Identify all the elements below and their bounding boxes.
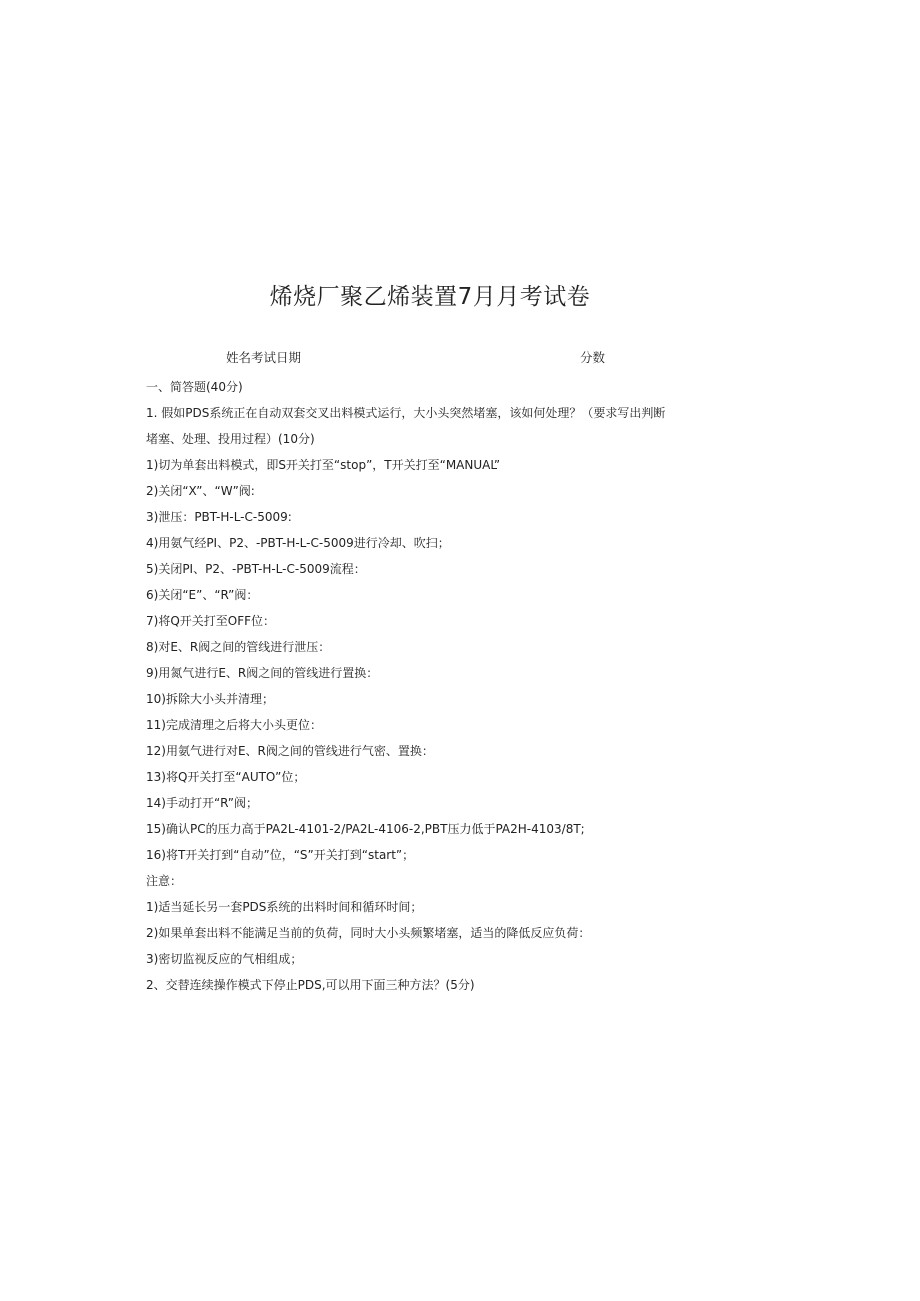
section-heading: 一、简答题(40分) bbox=[146, 380, 243, 394]
answer-step: 3)泄压：PBT-H-L-C-5009: bbox=[146, 510, 292, 524]
answer-step: 5)关闭PI、P2、-PBT-H-L-C-5009流程： bbox=[146, 562, 366, 576]
notes-heading: 注意： bbox=[146, 874, 183, 888]
answer-step: 8)对E、R阀之间的管线进行泄压： bbox=[146, 640, 331, 654]
question-1-text-cont: 堵塞、处理、投用过程）(10分) bbox=[146, 432, 315, 446]
question-2-text: 2、交替连续操作模式下停止PDS,可以用下面三种方法？(5分) bbox=[146, 978, 475, 992]
answer-step: 16)将T开关打到“自动”位，“S”开关打到“start”； bbox=[146, 848, 415, 862]
answer-step: 10)拆除大小头并清理； bbox=[146, 692, 274, 706]
answer-step: 14)手动打开“R”阀； bbox=[146, 796, 258, 810]
answer-step: 13)将Q开关打至“AUTO”位； bbox=[146, 770, 306, 784]
answer-step: 7)将Q开关打至OFF位： bbox=[146, 614, 276, 628]
answer-step: 2)关闭“X”、“W”阀: bbox=[146, 484, 255, 498]
note-item: 3)密切监视反应的气相组成； bbox=[146, 952, 303, 966]
answer-step: 15)确认PC的压力高于PA2L-4101-2/PA2L-4106-2,PBT压力低于PA2H-4103/8T; bbox=[146, 822, 585, 836]
answer-step: 11)完成清理之后将大小头更位： bbox=[146, 718, 322, 732]
answer-step: 12)用氨气进行对E、R阀之间的管线进行气密、置换： bbox=[146, 744, 434, 758]
name-date-label: 姓名考试日期 bbox=[226, 350, 302, 365]
answer-step: 4)用氨气经PI、P2、-PBT-H-L-C-5009进行冷却、吹扫； bbox=[146, 536, 450, 550]
question-1-text: 1. 假如PDS系统正在自动双套交叉出料模式运行，大小头突然堵塞，该如何处理？（要求写出判断 bbox=[146, 406, 666, 420]
note-item: 2)如果单套出料不能满足当前的负荷，同时大小头频繁堵塞，适当的降低反应负荷： bbox=[146, 926, 591, 940]
answer-step: 6)关闭“E”、“R”阀： bbox=[146, 588, 259, 602]
exam-content bbox=[146, 374, 786, 998]
exam-title: 烯烧厂聚乙烯装置7月月考试卷 bbox=[269, 284, 591, 310]
exam-info-row bbox=[0, 348, 920, 368]
answer-step: 9)用氮气进行E、R阀之间的管线进行置换： bbox=[146, 666, 379, 680]
answer-step: 1)切为单套出料模式，即S开关打至“stop”，T开关打至“MANUAL” bbox=[146, 458, 501, 472]
note-item: 1)适当延长另一套PDS系统的出料时间和循环时间； bbox=[146, 900, 423, 914]
score-label: 分数 bbox=[580, 350, 606, 365]
